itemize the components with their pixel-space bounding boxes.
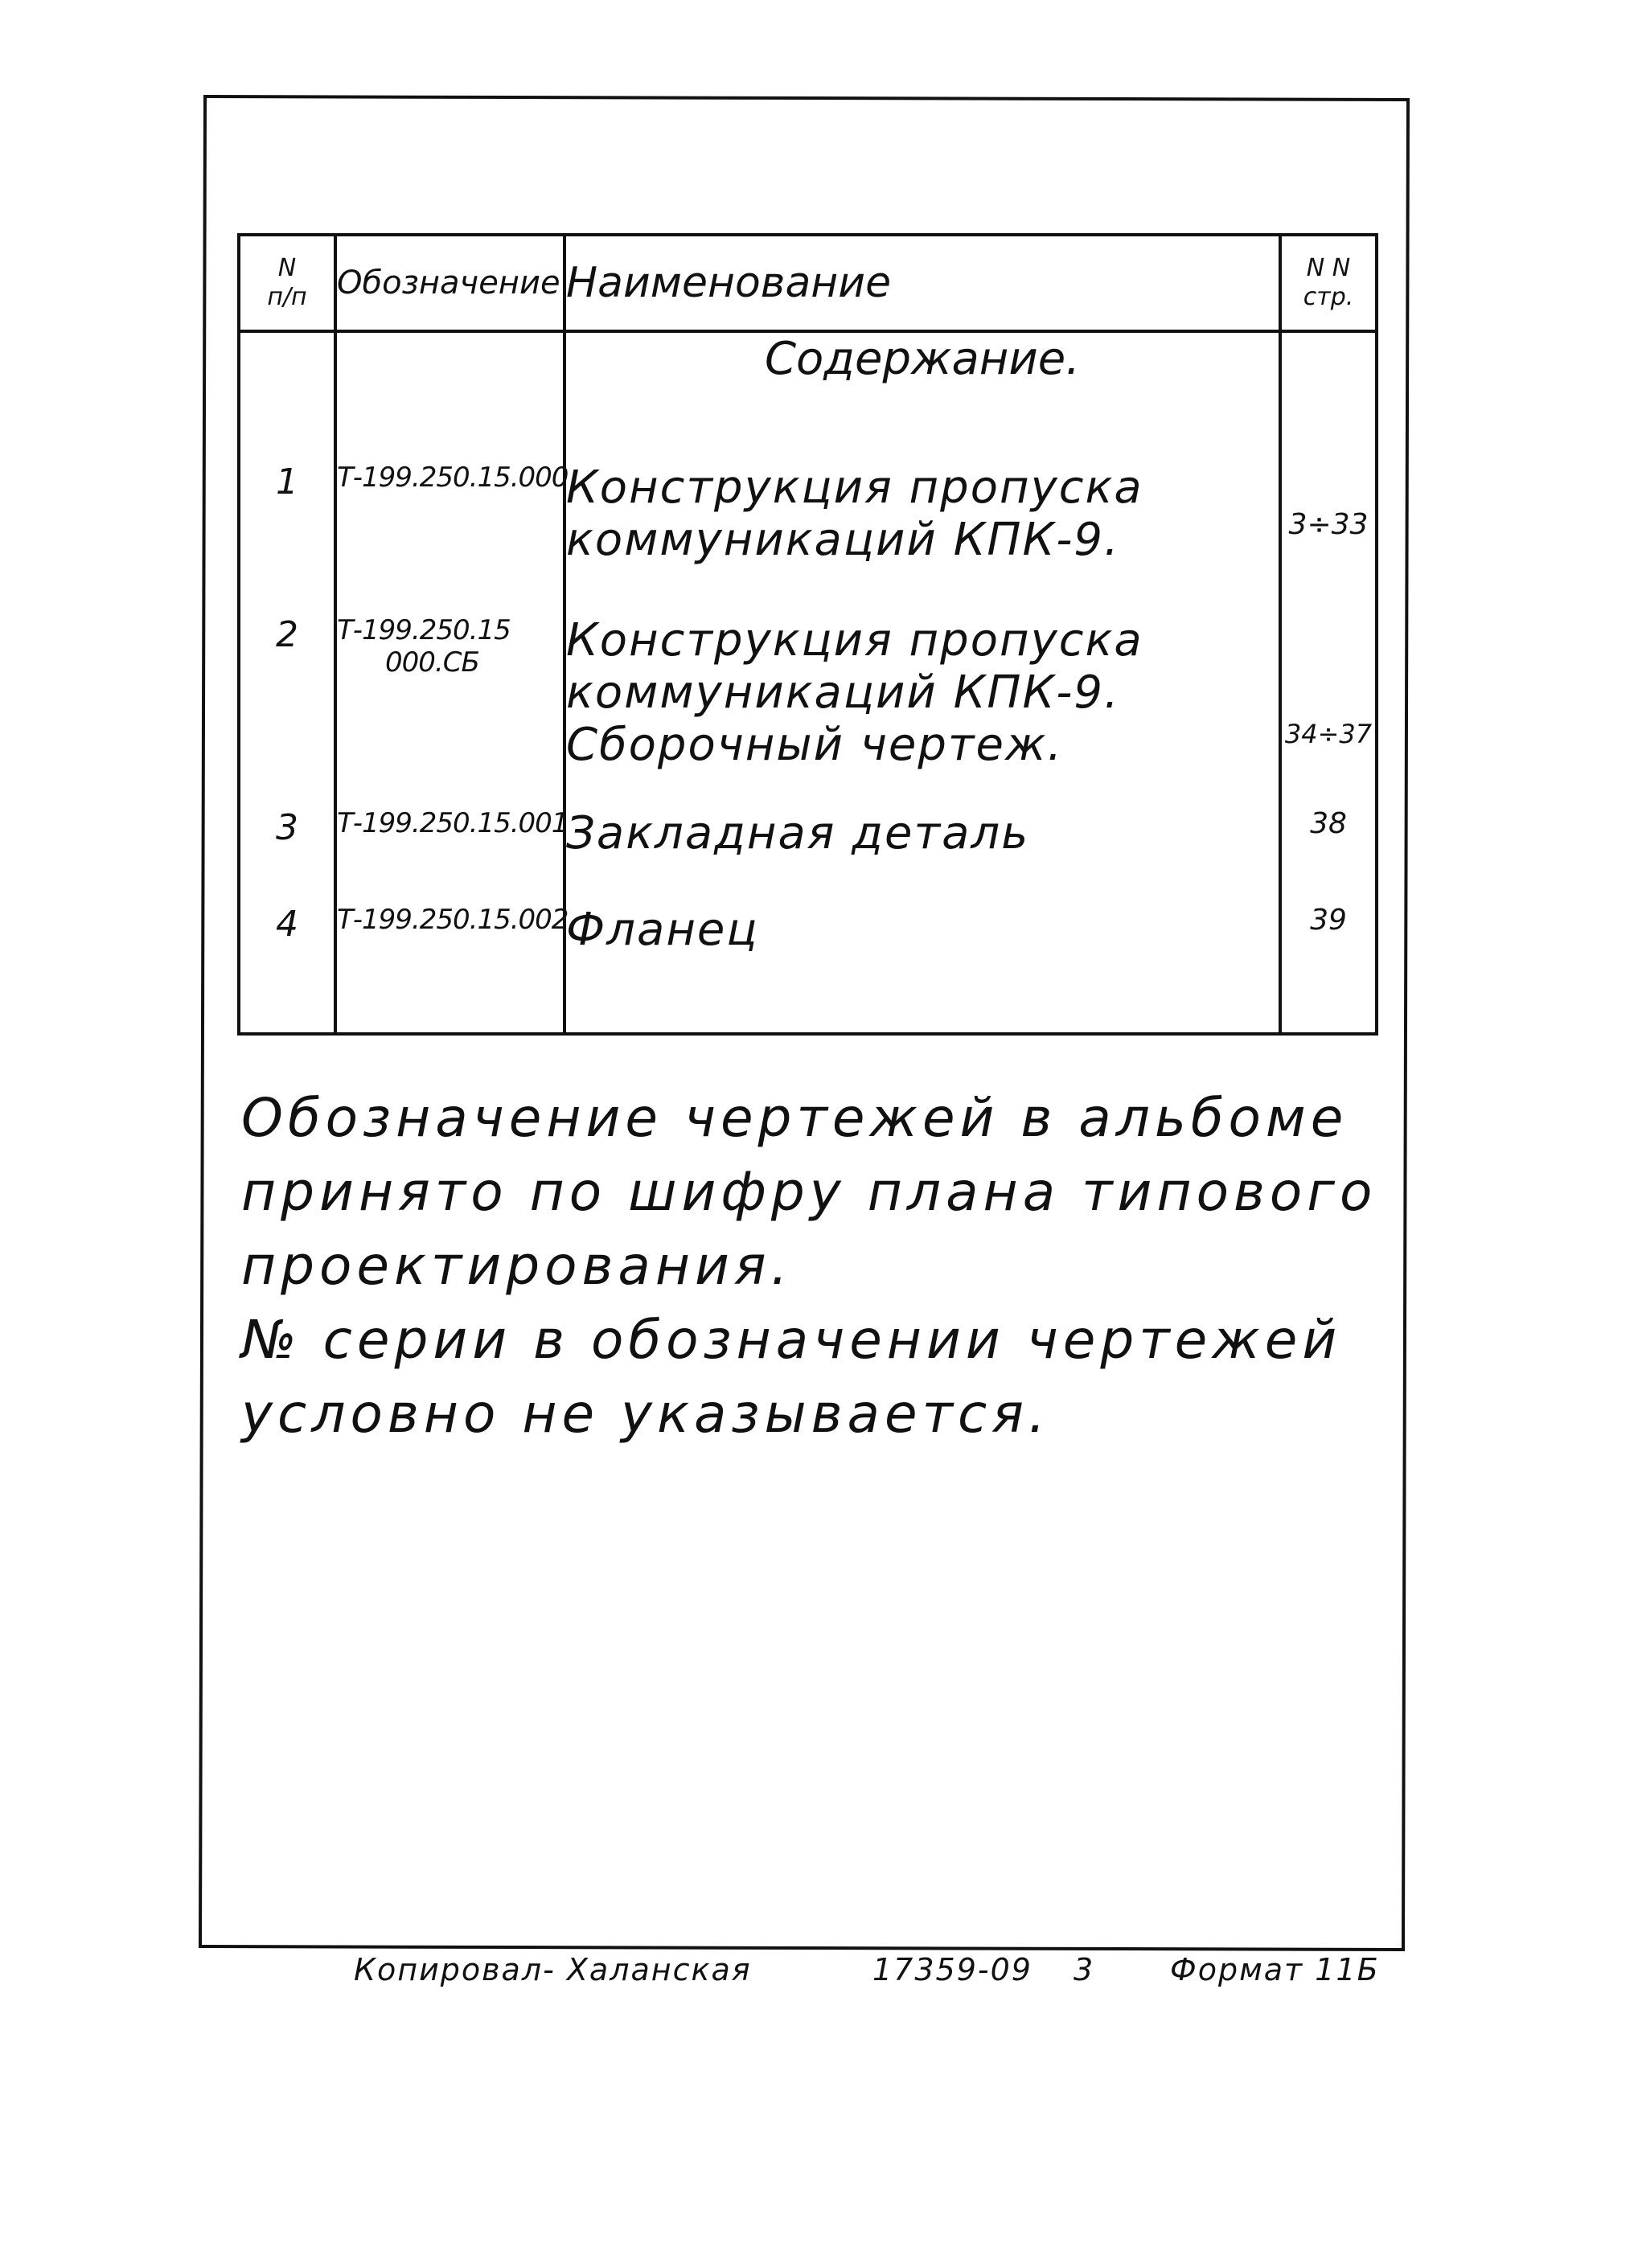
- pages-value: 39: [1310, 904, 1347, 937]
- pages-value: 34÷37: [1284, 719, 1373, 749]
- header-num: [239, 235, 335, 331]
- header-name: Наименование: [564, 235, 1280, 331]
- row-designation: [335, 904, 569, 1034]
- row-num: 1: [239, 461, 335, 614]
- note-line: принято по шифру плана типового: [241, 1161, 1377, 1223]
- contents-table: [237, 233, 1378, 1036]
- note-text: [241, 1081, 1377, 1451]
- row-num: 4: [239, 904, 335, 1034]
- name-line: Сборочный чертеж.: [566, 719, 1064, 771]
- pages-value: 38: [1310, 807, 1347, 840]
- note-line: проектирования.: [241, 1235, 793, 1297]
- name-line: Конструкция пропуска: [566, 614, 1143, 666]
- designation-line: Т-199.250.15.000: [337, 461, 569, 494]
- footer-doc-number: 17359-09: [872, 1952, 1032, 1987]
- row-num: 3: [239, 807, 335, 904]
- row-designation: [335, 807, 569, 904]
- name-line: коммуникаций КПК-9.: [566, 666, 1120, 719]
- row-name: [564, 807, 1280, 904]
- row-name: [564, 904, 1280, 1034]
- row-pages: [1280, 461, 1377, 614]
- header-pages-line2: стр.: [1303, 283, 1354, 311]
- table-row: [239, 614, 1377, 807]
- header-pages-line1: N N: [1306, 254, 1351, 282]
- table-row: [239, 461, 1377, 614]
- section-title-row: [239, 331, 1377, 461]
- note-line: условно не указывается.: [241, 1383, 1050, 1445]
- footer-page-number: 3: [1074, 1952, 1095, 1987]
- note-line: Обозначение чертежей в альбоме: [241, 1087, 1349, 1149]
- designation-line: 000.СБ: [385, 646, 479, 679]
- row-designation: [335, 461, 569, 614]
- footer-copied-by: Копировал- Халанская: [354, 1952, 752, 1987]
- table-row: [239, 807, 1377, 904]
- designation-line: Т-199.250.15.001: [337, 807, 569, 839]
- header-pages: [1280, 235, 1377, 331]
- name-line: Фланец: [566, 904, 759, 956]
- table-row: [239, 904, 1377, 1034]
- pages-value: 3÷33: [1288, 508, 1369, 541]
- row-pages: [1280, 614, 1377, 807]
- name-line: Закладная деталь: [566, 807, 1030, 859]
- name-line: коммуникаций КПК-9.: [566, 514, 1120, 566]
- header-designation: Обозначение: [335, 235, 564, 331]
- header-num-line2: п/п: [267, 283, 307, 311]
- row-name: [564, 461, 1280, 614]
- name-line: Конструкция пропуска: [566, 461, 1143, 514]
- row-designation: [335, 614, 564, 807]
- section-title: Содержание.: [564, 331, 1280, 461]
- row-num: 2: [239, 614, 335, 807]
- header-num-line1: N: [277, 254, 297, 282]
- row-pages: [1280, 904, 1377, 1034]
- row-name: [564, 614, 1280, 807]
- designation-line: Т-199.250.15: [337, 614, 511, 646]
- designation-line: Т-199.250.15.002: [337, 904, 569, 936]
- footer-format: Формат 11Б: [1170, 1952, 1380, 1987]
- row-pages: [1280, 807, 1377, 904]
- note-line: № серии в обозначении чертежей: [241, 1309, 1342, 1371]
- table-header-row: [239, 235, 1377, 331]
